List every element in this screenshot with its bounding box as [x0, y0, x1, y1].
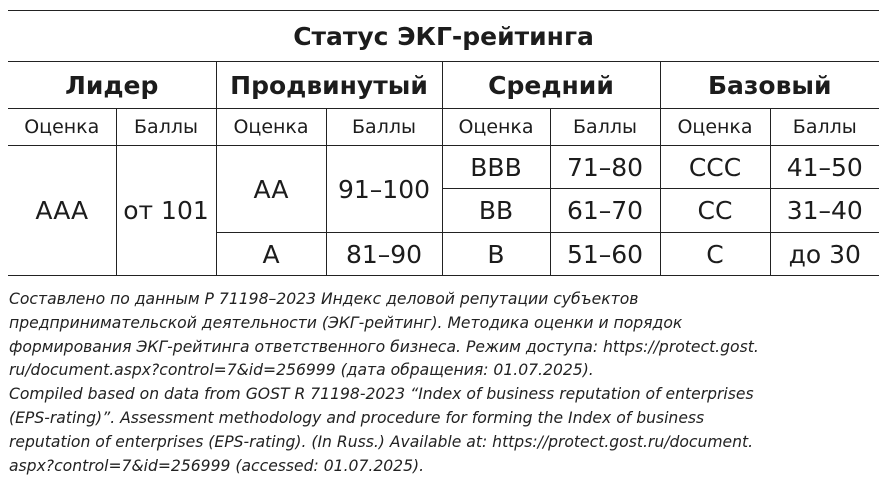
subheader-grade: Оценка — [216, 109, 326, 146]
basic-grade-cell: CCC — [660, 146, 770, 189]
basic-score-cell: 31–40 — [770, 189, 879, 233]
source-note-line: предпринимательской деятельности (ЭКГ-рейтинг). Методика оценки и порядок — [9, 313, 683, 332]
advanced-grade-cell: A — [216, 233, 326, 276]
middle-grade-cell: BB — [442, 189, 550, 233]
leader-score-cell: от 101 — [116, 146, 216, 276]
table-title: Статус ЭКГ-рейтинга — [8, 11, 879, 62]
group-header-advanced: Продвинутый — [216, 62, 442, 109]
source-note — [9, 288, 877, 478]
basic-grade-cell: C — [660, 233, 770, 276]
rating-table-container — [8, 10, 879, 276]
middle-grade-cell: BBB — [442, 146, 550, 189]
middle-score-cell: 51–60 — [550, 233, 660, 276]
subheader-score: Баллы — [550, 109, 660, 146]
basic-score-cell: 41–50 — [770, 146, 879, 189]
subheader-score: Баллы — [326, 109, 442, 146]
subheader-grade: Оценка — [660, 109, 770, 146]
source-note-line: reputation of enterprises (EPS-rating). (In Russ.) Available at: https://protect.gost.ru/document. — [9, 432, 754, 451]
subheader-score: Баллы — [116, 109, 216, 146]
table-row — [8, 146, 879, 189]
source-note-line: формирования ЭКГ-рейтинга ответственного бизнеса. Режим доступа: https://protect.gost. — [9, 337, 759, 356]
leader-grade-cell: AAA — [8, 146, 116, 276]
basic-score-cell: до 30 — [770, 233, 879, 276]
advanced-score-cell: 91–100 — [326, 146, 442, 233]
group-header-leader: Лидер — [8, 62, 216, 109]
group-header-middle: Средний — [442, 62, 660, 109]
group-header-basic: Базовый — [660, 62, 879, 109]
advanced-score-cell: 81–90 — [326, 233, 442, 276]
source-note-line: (EPS-rating)”. Assessment methodology and procedure for forming the Index of business — [9, 408, 705, 427]
source-note-line: ru/document.aspx?control=7&id=256999 (дата обращения: 01.07.2025). — [9, 361, 594, 380]
source-note-line: Составлено по данным Р 71198–2023 Индекс деловой репутации субъектов — [9, 290, 639, 308]
subheader-grade: Оценка — [442, 109, 550, 146]
subheader-score: Баллы — [770, 109, 879, 146]
advanced-grade-cell: AA — [216, 146, 326, 233]
rating-table — [8, 10, 879, 276]
middle-score-cell: 61–70 — [550, 189, 660, 233]
source-note-line: Compiled based on data from GOST R 71198-2023 “Index of business reputation of enterprises — [9, 385, 754, 404]
subheader-grade: Оценка — [8, 109, 116, 146]
basic-grade-cell: CC — [660, 189, 770, 233]
source-note-line: aspx?control=7&id=256999 (accessed: 01.07.2025). — [9, 456, 425, 475]
middle-grade-cell: B — [442, 233, 550, 276]
middle-score-cell: 71–80 — [550, 146, 660, 189]
